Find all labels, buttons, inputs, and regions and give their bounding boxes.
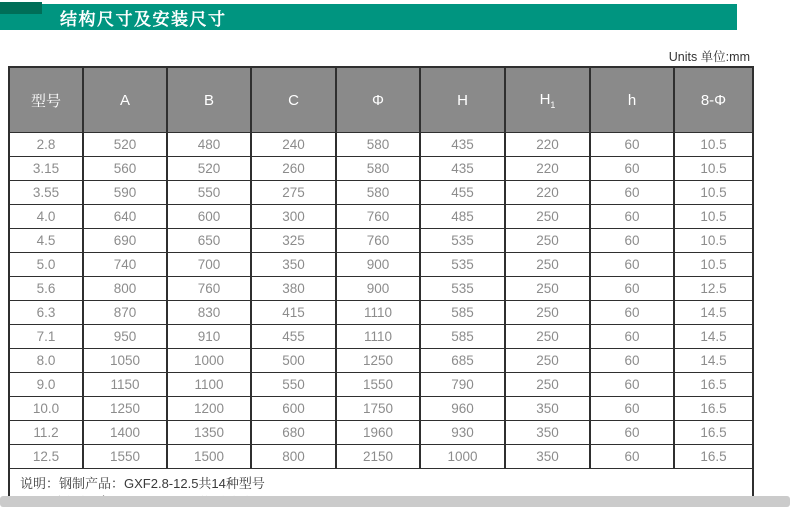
value-cell: 585 <box>420 301 505 325</box>
value-cell: 590 <box>83 181 167 205</box>
value-cell: 10.5 <box>674 133 753 157</box>
value-cell: 455 <box>251 325 336 349</box>
value-cell: 830 <box>167 301 251 325</box>
value-cell: 60 <box>590 349 674 373</box>
value-cell: 480 <box>167 133 251 157</box>
value-cell: 520 <box>83 133 167 157</box>
table-row <box>9 253 753 277</box>
model-cell: 4.5 <box>9 229 83 253</box>
value-cell: 16.5 <box>674 445 753 469</box>
model-cell: 6.3 <box>9 301 83 325</box>
value-cell: 60 <box>590 277 674 301</box>
column-header-A: A <box>83 67 167 133</box>
value-cell: 1100 <box>167 373 251 397</box>
value-cell: 10.5 <box>674 181 753 205</box>
value-cell: 520 <box>167 157 251 181</box>
model-cell: 3.55 <box>9 181 83 205</box>
value-cell: 1750 <box>336 397 420 421</box>
value-cell: 535 <box>420 253 505 277</box>
value-cell: 60 <box>590 445 674 469</box>
value-cell: 1000 <box>167 349 251 373</box>
value-cell: 435 <box>420 157 505 181</box>
value-cell: 2150 <box>336 445 420 469</box>
table-row <box>9 205 753 229</box>
value-cell: 380 <box>251 277 336 301</box>
value-cell: 580 <box>336 157 420 181</box>
header-row <box>9 67 753 133</box>
model-cell: 11.2 <box>9 421 83 445</box>
value-cell: 275 <box>251 181 336 205</box>
value-cell: 1250 <box>336 349 420 373</box>
value-cell: 250 <box>505 205 590 229</box>
value-cell: 600 <box>251 397 336 421</box>
value-cell: 60 <box>590 205 674 229</box>
value-cell: 650 <box>167 229 251 253</box>
value-cell: 700 <box>167 253 251 277</box>
value-cell: 485 <box>420 205 505 229</box>
value-cell: 1550 <box>336 373 420 397</box>
value-cell: 60 <box>590 421 674 445</box>
value-cell: 415 <box>251 301 336 325</box>
header-accent-block <box>0 2 42 14</box>
value-cell: 550 <box>251 373 336 397</box>
value-cell: 250 <box>505 277 590 301</box>
value-cell: 220 <box>505 181 590 205</box>
column-header-Φ: Φ <box>336 67 420 133</box>
value-cell: 60 <box>590 133 674 157</box>
model-cell: 5.0 <box>9 253 83 277</box>
value-cell: 560 <box>83 157 167 181</box>
model-cell: 3.15 <box>9 157 83 181</box>
value-cell: 535 <box>420 229 505 253</box>
value-cell: 14.5 <box>674 349 753 373</box>
value-cell: 60 <box>590 229 674 253</box>
model-cell: 7.1 <box>9 325 83 349</box>
value-cell: 740 <box>83 253 167 277</box>
value-cell: 16.5 <box>674 397 753 421</box>
value-cell: 800 <box>83 277 167 301</box>
value-cell: 600 <box>167 205 251 229</box>
units-label: Units 单位:mm <box>668 50 750 64</box>
value-cell: 220 <box>505 157 590 181</box>
value-cell: 1110 <box>336 325 420 349</box>
table-row <box>9 325 753 349</box>
value-cell: 1200 <box>167 397 251 421</box>
value-cell: 900 <box>336 253 420 277</box>
table-row <box>9 133 753 157</box>
value-cell: 250 <box>505 229 590 253</box>
value-cell: 910 <box>167 325 251 349</box>
model-cell: 8.0 <box>9 349 83 373</box>
value-cell: 760 <box>336 205 420 229</box>
value-cell: 435 <box>420 133 505 157</box>
value-cell: 260 <box>251 157 336 181</box>
value-cell: 1500 <box>167 445 251 469</box>
model-cell: 2.8 <box>9 133 83 157</box>
column-header-8-Φ: 8-Φ <box>674 67 753 133</box>
note-line-1: 说明：钢制产品：GXF2.8-12.5共14种型号 <box>20 476 265 492</box>
value-cell: 60 <box>590 181 674 205</box>
value-cell: 690 <box>83 229 167 253</box>
value-cell: 60 <box>590 157 674 181</box>
value-cell: 60 <box>590 253 674 277</box>
table-row <box>9 445 753 469</box>
table-row <box>9 373 753 397</box>
model-cell: 4.0 <box>9 205 83 229</box>
section-title: 结构尺寸及安装尺寸 <box>60 9 227 29</box>
value-cell: 685 <box>420 349 505 373</box>
column-header-h: h <box>590 67 674 133</box>
value-cell: 60 <box>590 301 674 325</box>
value-cell: 10.5 <box>674 157 753 181</box>
value-cell: 535 <box>420 277 505 301</box>
model-cell: 12.5 <box>9 445 83 469</box>
table-row <box>9 229 753 253</box>
value-cell: 350 <box>505 445 590 469</box>
value-cell: 790 <box>420 373 505 397</box>
value-cell: 960 <box>420 397 505 421</box>
value-cell: 950 <box>83 325 167 349</box>
value-cell: 250 <box>505 373 590 397</box>
table-row <box>9 421 753 445</box>
value-cell: 900 <box>336 277 420 301</box>
value-cell: 14.5 <box>674 325 753 349</box>
table-row <box>9 301 753 325</box>
value-cell: 1550 <box>83 445 167 469</box>
value-cell: 870 <box>83 301 167 325</box>
value-cell: 1000 <box>420 445 505 469</box>
value-cell: 1250 <box>83 397 167 421</box>
model-cell: 10.0 <box>9 397 83 421</box>
value-cell: 325 <box>251 229 336 253</box>
value-cell: 1400 <box>83 421 167 445</box>
value-cell: 350 <box>505 397 590 421</box>
value-cell: 455 <box>420 181 505 205</box>
dimensions-table <box>8 66 754 507</box>
model-cell: 9.0 <box>9 373 83 397</box>
value-cell: 550 <box>167 181 251 205</box>
value-cell: 60 <box>590 373 674 397</box>
model-cell: 5.6 <box>9 277 83 301</box>
value-cell: 580 <box>336 181 420 205</box>
column-header-C: C <box>251 67 336 133</box>
value-cell: 300 <box>251 205 336 229</box>
table-row <box>9 277 753 301</box>
value-cell: 1960 <box>336 421 420 445</box>
value-cell: 250 <box>505 253 590 277</box>
value-cell: 585 <box>420 325 505 349</box>
value-cell: 10.5 <box>674 205 753 229</box>
table-row <box>9 157 753 181</box>
value-cell: 60 <box>590 325 674 349</box>
value-cell: 16.5 <box>674 373 753 397</box>
table-row <box>9 397 753 421</box>
column-header-B: B <box>167 67 251 133</box>
table-row <box>9 349 753 373</box>
column-header-H: H <box>420 67 505 133</box>
value-cell: 250 <box>505 301 590 325</box>
value-cell: 220 <box>505 133 590 157</box>
value-cell: 12.5 <box>674 277 753 301</box>
value-cell: 1150 <box>83 373 167 397</box>
section-title-bar <box>0 4 737 30</box>
value-cell: 16.5 <box>674 421 753 445</box>
value-cell: 14.5 <box>674 301 753 325</box>
column-header-型号: 型号 <box>9 67 83 133</box>
column-header-H1: $H_1$ <box>505 67 590 133</box>
value-cell: 240 <box>251 133 336 157</box>
value-cell: 60 <box>590 397 674 421</box>
section-header <box>0 0 790 34</box>
value-cell: 10.5 <box>674 229 753 253</box>
page-bottom-edge <box>0 496 790 507</box>
table-row <box>9 181 753 205</box>
table-header <box>9 67 753 133</box>
value-cell: 10.5 <box>674 253 753 277</box>
value-cell: 350 <box>505 421 590 445</box>
value-cell: 930 <box>420 421 505 445</box>
value-cell: 1050 <box>83 349 167 373</box>
value-cell: 760 <box>336 229 420 253</box>
value-cell: 1110 <box>336 301 420 325</box>
value-cell: 250 <box>505 349 590 373</box>
value-cell: 1350 <box>167 421 251 445</box>
value-cell: 250 <box>505 325 590 349</box>
value-cell: 580 <box>336 133 420 157</box>
value-cell: 680 <box>251 421 336 445</box>
table-body <box>9 133 753 469</box>
value-cell: 350 <box>251 253 336 277</box>
value-cell: 800 <box>251 445 336 469</box>
value-cell: 760 <box>167 277 251 301</box>
value-cell: 500 <box>251 349 336 373</box>
value-cell: 640 <box>83 205 167 229</box>
